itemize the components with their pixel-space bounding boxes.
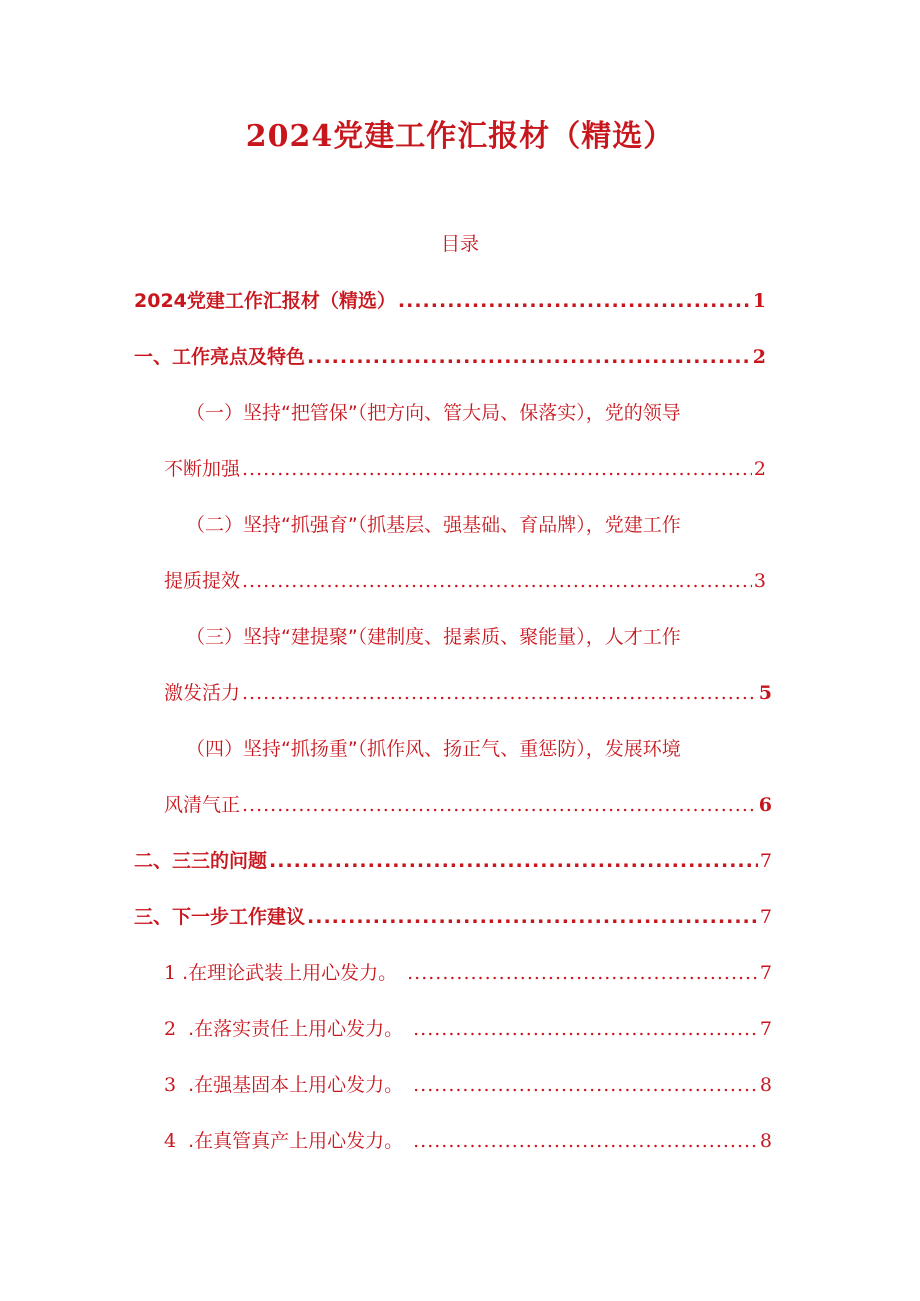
toc-leader-dots [269,846,758,876]
toc-entry-label: .在强基固本上用心发力。 [188,1074,404,1096]
toc-item-number: 3 [164,1074,177,1096]
toc-leader-dots [242,454,752,484]
toc-page-number: 5 [758,682,772,704]
toc-leader-dots [242,678,757,708]
toc-leader-dots [413,1070,758,1100]
toc-leader-dots [307,902,758,932]
toc-entry-1-4[interactable] [164,790,772,820]
toc-leader-dots [307,342,751,372]
toc-entry-label: 三、下一步工作建议 [134,906,306,928]
toc-entry-section-3[interactable] [134,902,772,932]
toc-item-number: 2 [164,1018,177,1040]
toc-page-number: 8 [759,1074,772,1096]
toc-entry-title[interactable] [134,286,766,316]
toc-page-number: 6 [758,794,772,816]
toc-page-number: 2 [752,346,766,368]
toc-page-number: 7 [759,1018,772,1040]
toc-page-number: 2 [753,458,766,480]
toc-leader-dots [413,1126,758,1156]
toc-entry-3-3[interactable] [164,1070,772,1100]
toc-page-number: 8 [759,1130,772,1152]
toc-entry-1-1-line1[interactable]: （一）坚持“把管保”（把方向、管大局、保落实），党的领导 [186,402,681,424]
toc-page-number: 7 [759,850,772,872]
toc-entry-3-1[interactable] [164,958,772,988]
toc-leader-dots [407,958,758,988]
toc-leader-dots [242,790,757,820]
toc-page-number: 1 [752,290,766,312]
toc-leader-dots [242,566,752,596]
toc-entry-label: 提质提效 [164,570,241,592]
toc-entry-section-1[interactable] [134,342,766,372]
toc-item-number: 1 [164,962,177,984]
document-title: 2024党建工作汇报材（精选） [245,119,675,154]
toc-entry-label: 一、工作亮点及特色 [134,346,306,368]
toc-item-number: 4 [164,1130,177,1152]
toc-entry-3-2[interactable] [164,1014,772,1044]
toc-entry-label: .在理论武装上用心发力。 [182,962,398,984]
toc-entry-label: 2024党建工作汇报材（精选） [134,290,396,312]
toc-page-number: 3 [753,570,766,592]
toc-entry-1-2[interactable] [164,566,766,596]
toc-entry-label: .在真管真产上用心发力。 [188,1130,404,1152]
toc-entry-3-4[interactable] [164,1126,772,1156]
toc-leader-dots [413,1014,758,1044]
toc-leader-dots [398,286,751,316]
toc-entry-section-2[interactable] [134,846,772,876]
toc-entry-1-3[interactable] [164,678,772,708]
toc-entry-1-2-line1[interactable]: （二）坚持“抓强育”（抓基层、强基础、育品牌），党建工作 [186,514,681,536]
toc-entry-1-1[interactable] [164,454,766,484]
toc-page-number: 7 [759,962,772,984]
toc-entry-label: 风清气正 [164,794,241,816]
toc-entry-label: 不断加强 [164,458,241,480]
toc-heading: 目录 [440,233,479,255]
toc-entry-label: 二、三三的问题 [134,850,268,872]
toc-entry-1-3-line1[interactable]: （三）坚持“建提聚”（建制度、提素质、聚能量），人才工作 [186,626,681,648]
toc-entry-label: .在落实责任上用心发力。 [188,1018,404,1040]
toc-entry-1-4-line1[interactable]: （四）坚持“抓扬重”（抓作风、扬正气、重惩防），发展环境 [186,738,681,760]
toc-page-number: 7 [759,906,772,928]
toc-entry-label: 激发活力 [164,682,241,704]
